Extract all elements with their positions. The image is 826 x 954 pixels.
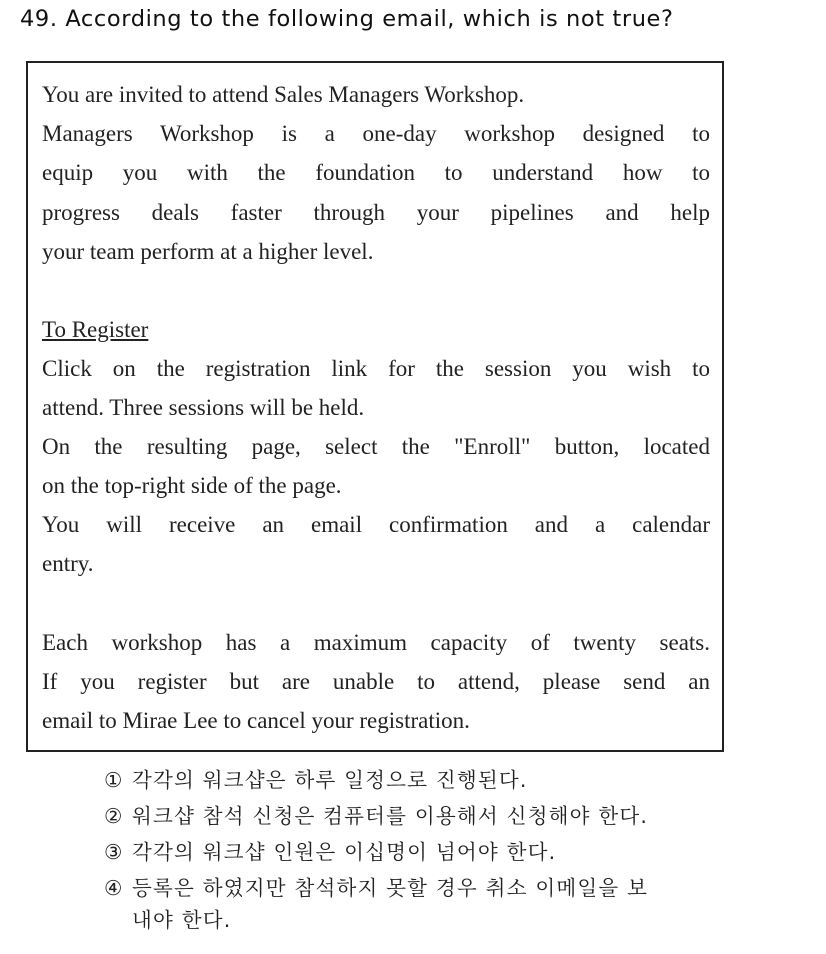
answer-option-2[interactable] xyxy=(104,801,648,831)
option-marker: ④ xyxy=(104,876,124,900)
email-intro-line: Managers Workshop is a one-day workshop designed to xyxy=(42,121,710,146)
option-text: 등록은 하였지만 참석하지 못할 경우 취소 이메일을 보 xyxy=(132,876,649,900)
register-line: attend. Three sessions will be held. xyxy=(42,395,365,420)
email-intro-line: your team perform at a higher level. xyxy=(42,239,374,264)
option-marker: ③ xyxy=(104,840,124,864)
register-line: Click on the registration link for the session you wish to xyxy=(42,356,710,381)
email-intro-line: You are invited to attend Sales Managers Workshop. xyxy=(42,82,525,107)
answer-option-4[interactable] xyxy=(104,873,648,903)
option-text: 각각의 워크샵 인원은 이십명이 넘어야 한다. xyxy=(132,840,557,864)
answer-option-1[interactable] xyxy=(104,765,528,795)
register-heading: To Register xyxy=(42,317,149,342)
question-title: 49. According to the following email, which is not true? xyxy=(20,6,674,32)
closing-line: email to Mirae Lee to cancel your registration. xyxy=(42,708,470,733)
option-text: 워크샵 참석 신청은 컴퓨터를 이용해서 신청해야 한다. xyxy=(132,804,649,828)
answer-option-4-continuation: 내야 한다. xyxy=(132,908,232,932)
closing-line: If you register but are unable to attend, please send an xyxy=(42,669,710,694)
register-line: On the resulting page, select the "Enroll" button, located xyxy=(42,434,710,459)
option-text: 각각의 워크샵은 하루 일정으로 진행된다. xyxy=(132,768,528,792)
email-intro-line: equip you with the foundation to understand how to xyxy=(42,160,710,185)
register-line: You will receive an email confirmation and a calendar xyxy=(42,512,710,537)
register-line: on the top-right side of the page. xyxy=(42,473,342,498)
answer-option-3[interactable] xyxy=(104,837,556,867)
register-line: entry. xyxy=(42,551,94,576)
option-marker: ② xyxy=(104,804,124,828)
email-intro-line: progress deals faster through your pipelines and help xyxy=(42,200,710,225)
email-passage-box xyxy=(26,61,724,752)
closing-line: Each workshop has a maximum capacity of twenty seats. xyxy=(42,630,710,655)
option-marker: ① xyxy=(104,768,124,792)
